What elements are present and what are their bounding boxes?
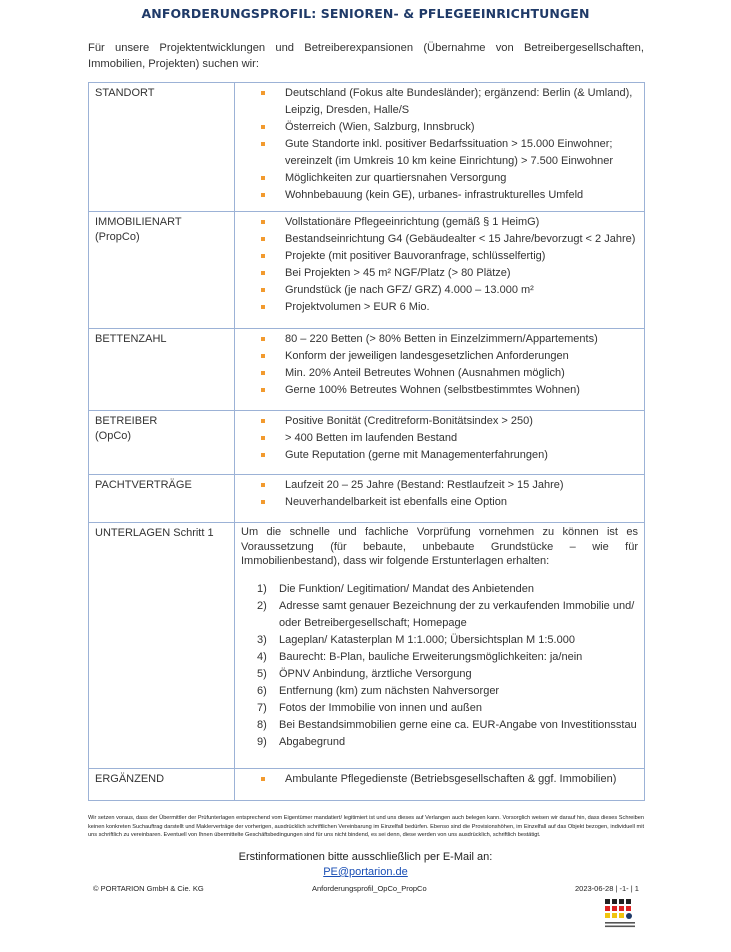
table-row-ergaenzend <box>89 769 645 801</box>
bullet-list <box>235 769 644 792</box>
row-label <box>89 411 235 475</box>
row-label <box>89 212 235 329</box>
label-text: PACHTVERTRÄGE <box>95 479 192 491</box>
intro-text: Für unsere Projektentwicklungen und Betreiberexpansionen (Übernahme von Betreibergesellschaften, Immobilien, Projekten) suchen wir: <box>88 42 644 70</box>
list-item: 4) Baurecht: B-Plan, bauliche Erweiterungsmöglichkeiten: ja/nein <box>257 650 583 663</box>
label-text: ERGÄNZEND <box>95 773 165 785</box>
table-row-pachtvertraege <box>89 475 645 523</box>
row-content <box>235 475 645 523</box>
list-item: Konform der jeweiligen landesgesetzlichen Anforderungen <box>261 348 638 365</box>
list-item: 5) ÖPNV Anbindung, ärztliche Versorgung <box>257 667 472 680</box>
footer-date-page: 2023-06-28 | -1- | 1 <box>575 884 639 893</box>
row-content <box>235 83 645 212</box>
table-row-unterlagen <box>89 523 645 769</box>
list-item: > 400 Betten im laufenden Bestand <box>261 430 638 447</box>
list-item: Bestandseinrichtung G4 (Gebäudealter < 15 Jahre/bevorzugt < 2 Jahre) <box>261 231 638 248</box>
table-row-betreiber <box>89 411 645 475</box>
list-item: 8) Bei Bestandsimmobilien gerne eine ca. EUR-Angabe von Investitionsstau <box>257 718 637 731</box>
table-row-immobilienart <box>89 212 645 329</box>
page-title: ANFORDERUNGSPROFIL: SENIOREN- & PFLEGEEINRICHTUNGEN <box>141 6 590 21</box>
list-item: Gute Standorte inkl. positiver Bedarfssituation > 15.000 Einwohner; vereinzelt (im Umkreis 10 km keine Einrichtung) > 7.500 Einwohner <box>261 136 638 170</box>
label-text: UNTERLAGEN Schritt 1 <box>95 527 214 539</box>
bullet-list <box>235 475 644 515</box>
list-item: Projektvolumen > EUR 6 Mio. <box>261 299 638 316</box>
list-item: Deutschland (Fokus alte Bundesländer); ergänzend: Berlin (& Umland), Leipzig, Dresden, Halle/S <box>261 85 638 119</box>
requirements-paragraph: Um die schnelle und fachliche Vorprüfung vornehmen zu können ist es Voraussetzung (für bebaute, unbebaute Grundstücke – wie für Immobilienbestand), dass wir folgende Erstunterlagen erhalten: <box>241 526 638 567</box>
row-content <box>235 411 645 475</box>
innovationen-deutschland-logo-icon <box>604 898 636 930</box>
label-text: BETTENZAHL <box>95 333 167 345</box>
list-item: Grundstück (je nach GFZ/ GRZ) 4.000 – 13.000 m² <box>261 282 638 299</box>
row-label <box>89 329 235 411</box>
row-label <box>89 475 235 523</box>
list-item: Möglichkeiten zur quartiersnahen Versorgung <box>261 170 638 187</box>
requirements-table <box>88 82 645 801</box>
list-item: Vollstationäre Pflegeeinrichtung (gemäß § 1 HeimG) <box>261 214 638 231</box>
row-label <box>89 769 235 801</box>
row-content <box>235 523 645 769</box>
list-item: Bei Projekten > 45 m² NGF/Platz (> 80 Plätze) <box>261 265 638 282</box>
bullet-list <box>235 212 644 320</box>
bullet-list <box>235 411 644 468</box>
list-item: 7) Fotos der Immobilie von innen und außen <box>257 701 483 714</box>
list-item: Positive Bonität (Creditreform-Bonitätsindex > 250) <box>261 413 638 430</box>
label-subtext: (PropCo) <box>95 231 140 243</box>
numbered-list <box>235 575 644 757</box>
label-text: BETREIBER <box>95 415 158 427</box>
list-item: 6) Entfernung (km) zum nächsten Nahversorger <box>257 684 500 697</box>
bullet-list <box>235 329 644 403</box>
label-text: STANDORT <box>95 87 155 99</box>
list-item: Neuverhandelbarkeit ist ebenfalls eine Option <box>261 494 638 511</box>
list-item: Wohnbebauung (kein GE), urbanes- infrastrukturelles Umfeld <box>261 187 638 204</box>
list-item: Gerne 100% Betreutes Wohnen (selbstbestimmtes Wohnen) <box>261 382 638 399</box>
row-label <box>89 83 235 212</box>
list-item: 80 – 220 Betten (> 80% Betten in Einzelzimmern/Appartements) <box>261 331 638 348</box>
list-item: Laufzeit 20 – 25 Jahre (Bestand: Restlaufzeit > 15 Jahre) <box>261 477 638 494</box>
legal-disclaimer: Wir setzen voraus, dass der Übermittler der Prüfunterlagen entsprechend vom Eigentümer mandatiert/ legitimiert ist und uns dieses auf Verlangen auch belegen kann. Vorsorglich weisen wir darauf hin, dass dieses Schreiben keinen konkreten Suchauftrag darstellt und Maklerverträge der vorherigen, ausdrücklich schriftlichen Vereinbarung im Einzelfall bedürfen. Ebenso sind die Provisionshöhen, im Einzelfall auf das Objekt bezogen, individuell mit uns schriftlich zu vereinbaren. Eventuell von Ihnen übermittelte Geschäftsbedingungen sind für uns nicht bindend, es sei denn, diese werden von uns ausdrücklich, schriftlich bestätigt. <box>88 815 644 839</box>
row-content <box>235 212 645 329</box>
list-item: Min. 20% Anteil Betreutes Wohnen (Ausnahmen möglich) <box>261 365 638 382</box>
table-row-standort <box>89 83 645 212</box>
list-item: 2) Adresse samt genauer Bezeichnung der zu verkaufenden Immobilie und/ oder Betreibergesellschaft; Homepage <box>257 599 635 629</box>
contact-text: Erstinformationen bitte ausschließlich per E-Mail an: <box>238 851 493 863</box>
list-item: 9) Abgabegrund <box>257 735 346 748</box>
list-item: Projekte (mit positiver Bauvoranfrage, schlüsselfertig) <box>261 248 638 265</box>
label-text: IMMOBILIENART <box>95 216 182 228</box>
footer-company: © PORTARION GmbH & Cie. KG <box>93 884 204 893</box>
row-content <box>235 329 645 411</box>
row-label <box>89 523 235 769</box>
row-content <box>235 769 645 801</box>
label-subtext: (OpCo) <box>95 430 132 442</box>
list-item: Österreich (Wien, Salzburg, Innsbruck) <box>261 119 638 136</box>
footer-doc-name: Anforderungsprofil_OpCo_PropCo <box>312 884 427 893</box>
list-item: 1) Die Funktion/ Legitimation/ Mandat des Anbietenden <box>257 582 534 595</box>
list-item: Gute Reputation (gerne mit Managementerfahrungen) <box>261 447 638 464</box>
email-link[interactable]: PE@portarion.de <box>323 866 408 878</box>
table-row-bettenzahl <box>89 329 645 411</box>
bullet-list <box>235 83 644 208</box>
list-item: 3) Lageplan/ Katasterplan M 1:1.000; Übersichtsplan M 1:5.000 <box>257 633 575 646</box>
list-item: Ambulante Pflegedienste (Betriebsgesellschaften & ggf. Immobilien) <box>261 771 638 788</box>
